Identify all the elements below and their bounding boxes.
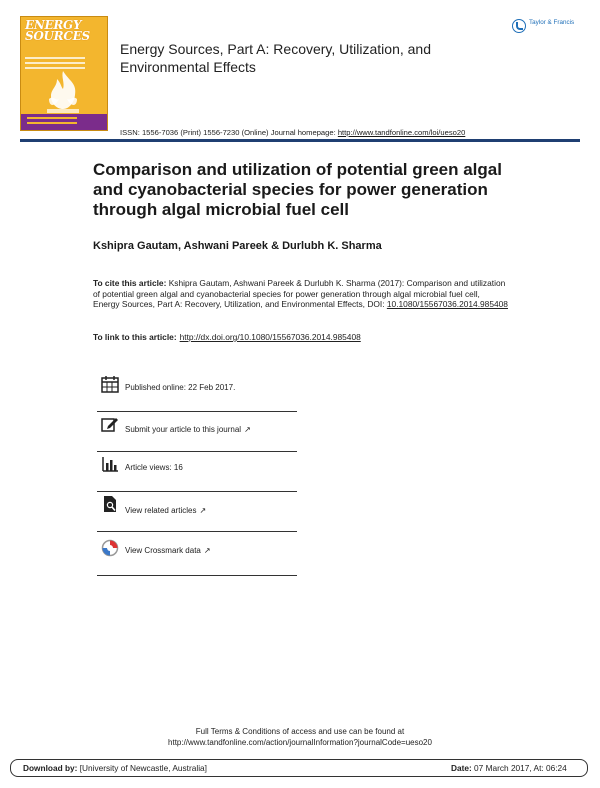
- external-link-icon: ↗: [203, 546, 211, 555]
- link-label: To link to this article:: [93, 332, 177, 342]
- article-views-row: [97, 452, 297, 492]
- submit-article-text[interactable]: [125, 425, 251, 434]
- crossmark-row[interactable]: [97, 536, 297, 576]
- downloaded-by-label: Download by:: [23, 763, 78, 773]
- crossmark-text[interactable]: [125, 546, 211, 555]
- external-link-icon: ↗: [199, 506, 207, 515]
- article-link-line: [93, 332, 361, 342]
- journal-cover-image: [20, 16, 108, 131]
- flame-icon: [39, 69, 87, 113]
- issn-line: [120, 128, 465, 137]
- issn-text: ISSN: 1556-7036 (Print) 1556-7230 (Online) Journal homepage:: [120, 128, 338, 137]
- calendar-icon: [101, 375, 119, 393]
- edit-icon: [101, 415, 119, 433]
- cover-title-line1: ENERGY: [25, 18, 82, 32]
- downloaded-by: [23, 763, 207, 773]
- article-url-link[interactable]: http://dx.doi.org/10.1080/15567036.2014.985408: [179, 332, 361, 342]
- bar-chart-icon: [101, 455, 119, 473]
- journal-title: Energy Sources, Part A: Recovery, Utilization, and Environmental Effects: [120, 41, 431, 75]
- citation-block: [93, 278, 508, 310]
- submit-article-label: Submit your article to this journal: [125, 425, 242, 434]
- logo-text: Taylor & Francis: [529, 19, 575, 26]
- cover-footer-band: [21, 114, 107, 130]
- journal-homepage-link[interactable]: http://www.tandfonline.com/loi/ueso20: [337, 128, 466, 137]
- terms-line-1: Full Terms & Conditions of access and use can be found at: [195, 727, 405, 736]
- cover-title: [25, 20, 103, 42]
- publisher-logo[interactable]: [512, 19, 584, 35]
- download-date: [451, 763, 567, 773]
- article-authors: Kshipra Gautam, Ashwani Pareek & Durlubh K. Sharma: [93, 240, 382, 252]
- article-views-text: Article views: 16: [125, 463, 183, 472]
- submit-article-row[interactable]: [97, 412, 297, 452]
- download-date-label: Date:: [451, 763, 472, 773]
- crossmark-icon: [101, 539, 119, 557]
- terms-of-use: [100, 726, 500, 748]
- external-link-icon: ↗: [244, 425, 251, 434]
- cover-title-line2: SOURCES: [25, 29, 90, 43]
- crossmark-label: View Crossmark data: [125, 546, 201, 555]
- cite-text: Kshipra Gautam, Ashwani Pareek & Durlubh K. Sharma (2017): Comparison and utilization of potential green algal and cyanobacterial species for power generation through algal microbial fuel cell, Energy Sources, Part A: Recovery, Utilization, and Environmental Effects, DOI:: [93, 278, 506, 310]
- related-articles-text[interactable]: [125, 506, 206, 515]
- related-articles-row[interactable]: [97, 492, 297, 532]
- download-date-value: 07 March 2017, At: 06:24: [471, 763, 567, 773]
- published-online-row: [97, 372, 297, 412]
- article-title: Comparison and utilization of potential green algal and cyanobacterial species for power generation through algal microbial fuel cell: [93, 160, 502, 219]
- document-search-icon: [101, 495, 119, 513]
- doi-link[interactable]: 10.1080/15567036.2014.985408: [386, 299, 508, 310]
- related-articles-label: View related articles: [125, 506, 197, 515]
- download-info-bar: [10, 759, 588, 777]
- downloaded-by-value: [University of Newcastle, Australia]: [77, 763, 207, 773]
- header-divider: [20, 139, 580, 142]
- published-online-text: Published online: 22 Feb 2017.: [125, 383, 236, 392]
- logo-icon: [512, 19, 526, 33]
- terms-url-link[interactable]: http://www.tandfonline.com/action/journalInformation?journalCode=ueso20: [168, 738, 432, 747]
- cite-label: To cite this article:: [93, 278, 167, 288]
